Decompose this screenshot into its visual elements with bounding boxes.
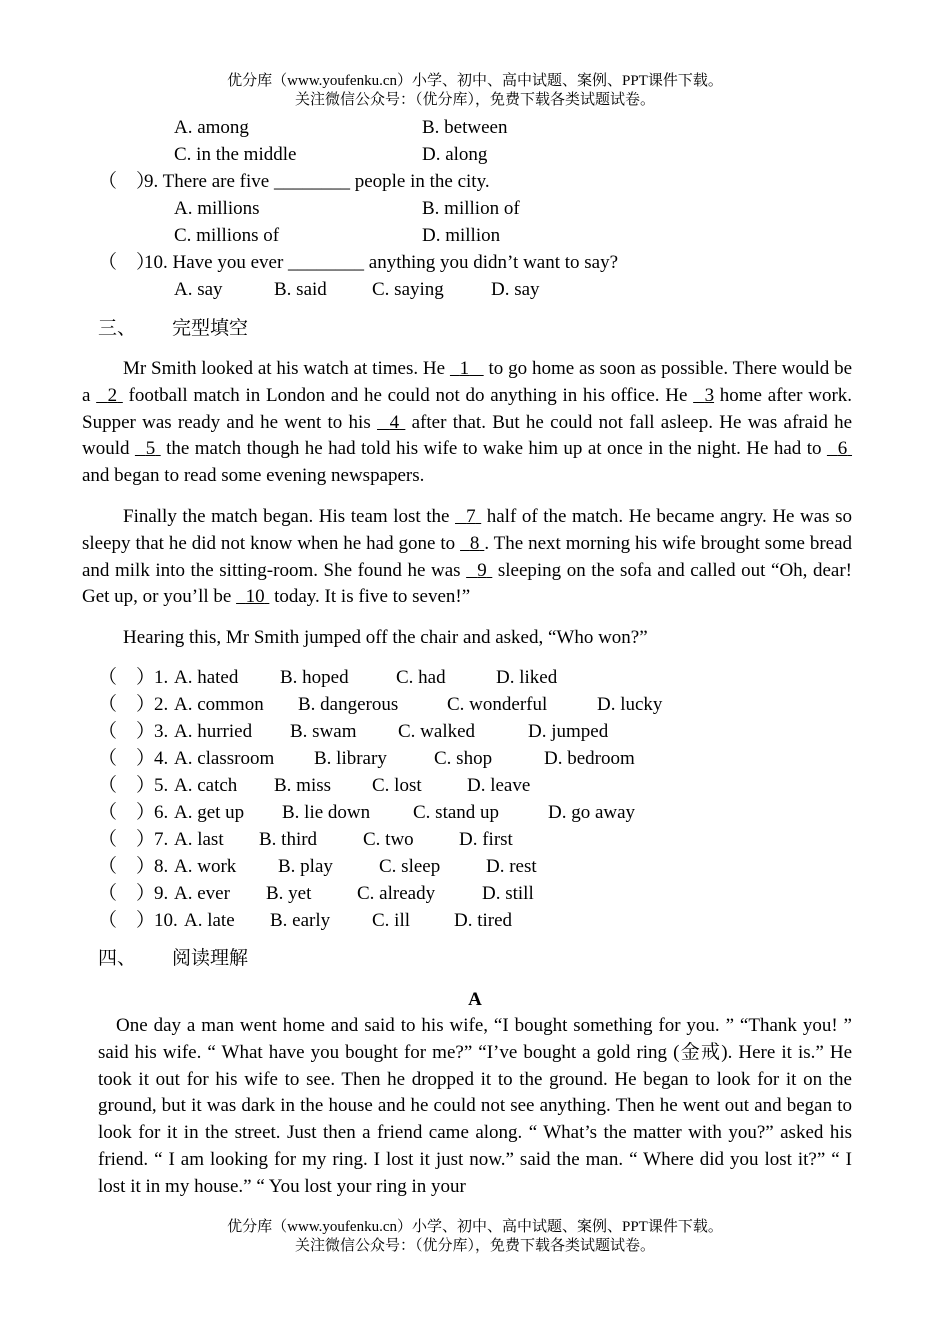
question-stem: 9. There are five ________ people in the city. <box>144 171 490 192</box>
answer-bracket: （ ） <box>98 721 156 742</box>
section-4-heading <box>98 946 248 972</box>
option-b: B. said <box>274 279 327 300</box>
cloze-blank: 1 <box>459 358 470 379</box>
option-a: A. late <box>184 910 235 931</box>
question-number: 3. <box>154 721 169 742</box>
option-c: C. stand up <box>413 802 500 823</box>
option-d: D. jumped <box>528 721 609 742</box>
answer-bracket: （ ） <box>98 667 156 688</box>
text-segment: today. It is five to seven!” <box>274 586 471 608</box>
question-10 <box>98 250 618 276</box>
section-title: 完型填空 <box>172 318 249 339</box>
option-c: C. in the middle <box>174 144 297 165</box>
text-segment: . The next morning his wife brought some bread and milk into the sitting-room. She found he was <box>82 532 853 581</box>
section-title: 阅读理解 <box>172 948 249 969</box>
text-segment: sleeping on the sofa and called out “Oh, dear! Get up, or you’ll be <box>82 559 853 608</box>
option-a: A. catch <box>174 775 238 796</box>
cloze-paragraph-1 <box>82 356 852 490</box>
answer-bracket: （ ） <box>98 802 156 823</box>
question-number: 1. <box>154 667 169 688</box>
cloze-paragraph-3: Hearing this, Mr Smith jumped off the chair and asked, “Who won?” <box>123 627 648 648</box>
option-b: B. dangerous <box>298 694 399 715</box>
option-d: D. tired <box>454 910 513 931</box>
answer-bracket: （ ） <box>98 252 156 273</box>
option-c: C. already <box>357 883 436 904</box>
answer-bracket: （ ） <box>98 171 156 192</box>
question-number: 8. <box>154 856 169 877</box>
option-d: D. lucky <box>597 694 663 715</box>
text-segment: to go home as soon as possible. There would be a <box>82 358 853 406</box>
option-c: C. sleep <box>379 856 441 877</box>
text-segment: the match though he had told his wife to wake him up at once in the night. He had to <box>166 438 822 460</box>
question-number: 2. <box>154 694 169 715</box>
footer-line-2: 关注微信公众号：（优分库），免费下载各类试题试卷。 <box>294 1238 655 1254</box>
option-c: C. ill <box>372 910 411 931</box>
option-a: A. hurried <box>174 721 253 742</box>
option-d: D. say <box>491 279 540 300</box>
question-number: 10. <box>154 910 178 931</box>
question-number: 4. <box>154 748 169 769</box>
header-line-1: 优分库（www.youfenku.cn）小学、初中、高中试题、案例、PPT课件下载。 <box>227 73 723 89</box>
option-d: D. million <box>422 225 501 246</box>
cloze-blank: 10 <box>245 586 265 608</box>
option-b: B. third <box>259 829 318 850</box>
option-a: A. work <box>174 856 237 877</box>
option-a: A. among <box>174 117 249 138</box>
option-b: B. early <box>270 910 331 931</box>
option-b: B. yet <box>266 883 312 904</box>
option-a: A. say <box>174 279 223 300</box>
answer-bracket: （ ） <box>98 856 156 877</box>
question-number: 9. <box>154 883 169 904</box>
option-b: B. hoped <box>280 667 349 688</box>
option-c: C. two <box>363 829 414 850</box>
option-d: D. along <box>422 144 488 165</box>
passage-label: A <box>468 989 482 1010</box>
text-segment: after that. But he could not fall asleep. He was afraid he would <box>82 411 853 460</box>
cloze-blank: 8 <box>469 532 480 554</box>
option-c: C. millions of <box>174 225 280 246</box>
cloze-blank: 5 <box>145 438 156 460</box>
option-c: C. lost <box>372 775 422 796</box>
option-c: C. walked <box>398 721 476 742</box>
cloze-blank: 4 <box>389 411 400 433</box>
cloze-blank: 3 <box>704 384 715 406</box>
header-line-2: 关注微信公众号：（优分库），免费下载各类试题试卷。 <box>294 92 655 108</box>
option-c: C. shop <box>434 748 493 769</box>
cloze-blank: 2 <box>107 384 118 406</box>
text-segment: home after work. Supper was ready and he went to his <box>82 384 853 433</box>
option-b: B. library <box>314 748 387 769</box>
option-a: A. ever <box>174 883 230 904</box>
option-d: D. first <box>459 829 513 850</box>
question-number: 7. <box>154 829 169 850</box>
footer-line-1: 优分库（www.youfenku.cn）小学、初中、高中试题、案例、PPT课件下载。 <box>227 1219 723 1235</box>
answer-bracket: （ ） <box>98 748 156 769</box>
text-segment: Finally the match began. His team lost the <box>123 506 450 527</box>
answer-bracket: （ ） <box>98 829 156 850</box>
option-d: D. rest <box>486 856 537 877</box>
cloze-blank: 7 <box>466 506 476 527</box>
option-a: A. millions <box>174 198 260 219</box>
answer-bracket: （ ） <box>98 694 156 715</box>
option-b: B. swam <box>290 721 357 742</box>
option-d: D. still <box>482 883 534 904</box>
question-number: 6. <box>154 802 169 823</box>
question-9 <box>98 169 490 195</box>
text-segment: football match in London and he could not do anything in his office. He <box>128 384 688 406</box>
cloze-blank: 6 <box>837 438 848 460</box>
question-number: 5. <box>154 775 169 796</box>
option-d: D. leave <box>467 775 531 796</box>
question-stem: 10. Have you ever ________ anything you didn’t want to say? <box>144 252 619 273</box>
option-b: B. miss <box>274 775 332 796</box>
option-b: B. million of <box>422 198 520 219</box>
option-c: C. saying <box>372 279 444 300</box>
answer-bracket: （ ） <box>98 775 156 796</box>
option-c: C. had <box>396 667 446 688</box>
option-d: D. bedroom <box>544 748 635 769</box>
text-segment: Mr Smith looked at his watch at times. He <box>123 358 446 379</box>
text-segment: and began to read some evening newspapers. <box>82 465 425 487</box>
option-b: B. play <box>278 856 333 877</box>
passage-a-text: One day a man went home and said to his wife, “I bought something for you. ” “Thank you! ” said his wife. “ What have you bought for me?” “I’ve bought a gold ring (金戒). Here it is.” He took it out for his wife to see. Then he dropped it to the ground. He began to look for it on the ground, but it was dark in the house and he could not see anything. Then he went out and began to look for it in the street. Just then a friend came along. “ What’s the matter with you?” asked his friend. “ I am looking for my ring. I lost it just now.” said the man. “ Where did you lost it?” “ I lost it in my house.” “ You lost your ring in your <box>98 1015 852 1197</box>
option-d: D. liked <box>496 667 558 688</box>
option-a: A. common <box>174 694 264 715</box>
section-number: 三、 <box>98 318 137 339</box>
section-3-heading <box>98 316 248 342</box>
option-c: C. wonderful <box>447 694 548 715</box>
option-a: A. classroom <box>174 748 275 769</box>
option-a: A. get up <box>174 802 245 823</box>
answer-bracket: （ ） <box>98 910 156 931</box>
cloze-blank: 9 <box>477 559 487 581</box>
text-segment: half of the match. He became angry. He was so sleepy that he did not know when he had gone to <box>82 506 853 554</box>
section-number: 四、 <box>98 948 137 969</box>
option-b: B. between <box>422 117 508 138</box>
option-a: A. last <box>174 829 224 850</box>
option-d: D. go away <box>548 802 636 823</box>
option-b: B. lie down <box>282 802 371 823</box>
cloze-paragraph-2 <box>82 504 852 611</box>
answer-bracket: （ ） <box>98 883 156 904</box>
option-a: A. hated <box>174 667 239 688</box>
